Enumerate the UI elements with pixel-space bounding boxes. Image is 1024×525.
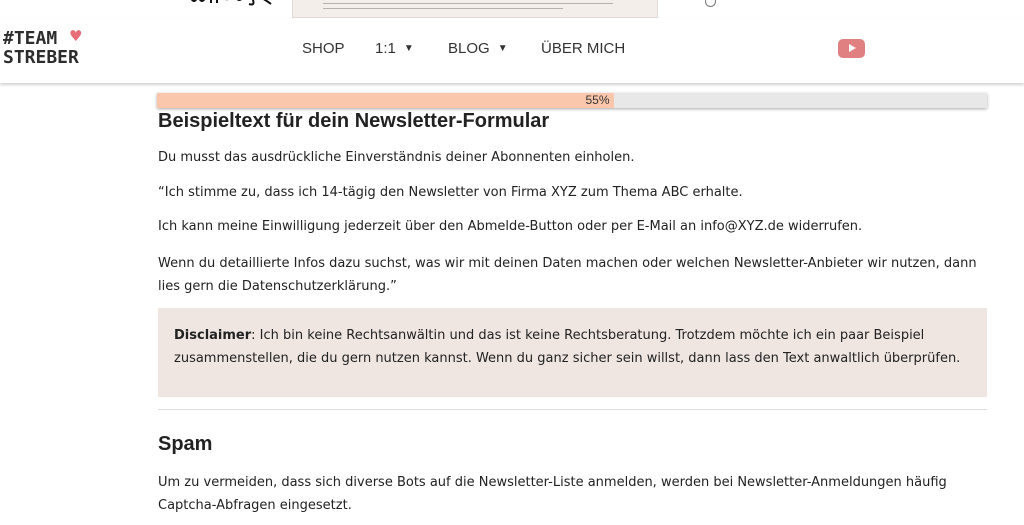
heart-icon: ♥ — [69, 27, 83, 45]
site-header — [0, 18, 1024, 83]
nav-item-1-1[interactable] — [375, 40, 414, 57]
progress-percentage: 55% — [585, 93, 610, 107]
section-divider — [158, 409, 987, 410]
chevron-down-icon: ▼ — [403, 43, 414, 54]
disclaimer-box — [158, 308, 987, 397]
section-heading-spam: Spam — [158, 433, 213, 455]
decorative-dot — [705, 0, 716, 7]
disclaimer-label: Disclaimer — [174, 328, 252, 343]
youtube-icon[interactable] — [838, 39, 865, 58]
previous-content-peek — [0, 0, 1024, 20]
paragraph: Ich kann meine Einwilligung jederzeit über den Abmelde-Button oder per E-Mail an info@XYZ.de widerrufen. — [158, 219, 863, 234]
nav-label: BLOG — [448, 40, 490, 57]
site-logo[interactable] — [3, 29, 83, 73]
section-heading-newsletter-form: Beispieltext für dein Newsletter-Formular — [158, 110, 550, 132]
nav-item-ueber-mich[interactable] — [541, 40, 625, 57]
logo-line-2: STREBER — [3, 47, 79, 68]
paragraph: “Ich stimme zu, dass ich 14-tägig den Newsletter von Firma XYZ zum Thema ABC erhalte. — [158, 185, 743, 200]
paragraph: Du musst das ausdrückliche Einverständnis deiner Abonnenten einholen. — [158, 150, 635, 165]
chevron-down-icon: ▼ — [497, 43, 508, 54]
sketch-illustration — [185, 0, 275, 12]
nav-item-blog[interactable] — [448, 40, 508, 57]
reading-progress-bar — [157, 93, 987, 108]
disclaimer-text — [174, 324, 964, 370]
screenshot-image — [292, 0, 658, 18]
nav-label: SHOP — [302, 40, 345, 57]
logo-line-1: #TEAM — [3, 28, 58, 49]
progress-fill — [157, 93, 614, 108]
nav-item-shop[interactable] — [302, 40, 345, 57]
nav-label: 1:1 — [375, 40, 396, 57]
disclaimer-body: : Ich bin keine Rechtsanwältin und das ist keine Rechtsberatung. Trotzdem möchte ich ein paar Beispiel zusammenstellen, die du gern nutzen kannst. Wenn du ganz sicher sein willst, dann lass den Text anwaltlich überprüfen. — [174, 328, 961, 366]
nav-label: ÜBER MICH — [541, 40, 626, 57]
paragraph: Wenn du detaillierte Infos dazu suchst, was wir mit deinen Daten machen oder welchen Newsletter-Anbieter wir nutzen, dann lies gern die Datenschutzerklärung.” — [158, 256, 977, 294]
paragraph: Um zu vermeiden, dass sich diverse Bots auf die Newsletter-Liste anmelden, werden bei Newsletter-Anmeldungen häufig Captcha-Abfragen eingesetzt. — [158, 475, 947, 513]
